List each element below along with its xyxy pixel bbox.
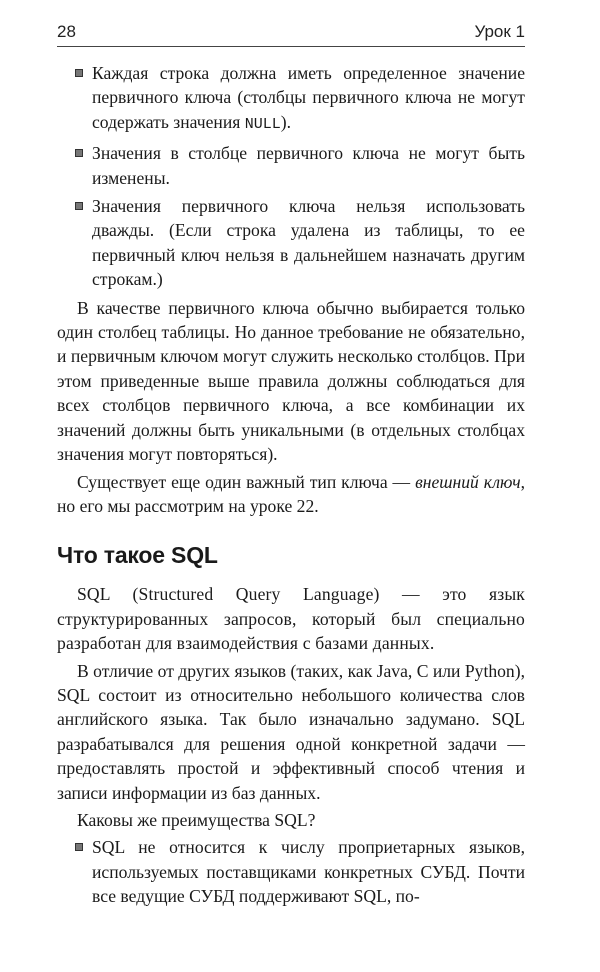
list-item xyxy=(57,835,525,908)
square-bullet-icon xyxy=(75,843,83,851)
list-item xyxy=(57,141,525,190)
code-null: NULL xyxy=(244,115,281,133)
list-item xyxy=(57,61,525,137)
square-bullet-icon xyxy=(75,149,83,157)
paragraph-text: Существует еще один важный тип ключа — xyxy=(77,471,416,492)
paragraph-sql-definition: SQL (Structured Query Language) — это язык структурированных запросов, который был специально разработан для взаимодействия с базами данных. xyxy=(57,584,525,654)
sql-advantages-list xyxy=(57,835,525,908)
running-header xyxy=(57,20,525,47)
paragraph-primary-key: В качестве первичного ключа обычно выбирается только один столбец таблицы. Но данное требование не обязательно, и первичным ключом могут служить несколько столбцов. При этом приведенные выше правила должны соблюдаться для всех столбцов первичного ключа, а все комбинации их значений должны быть уникальными (в отдельных столбцах значения могут повторяться). xyxy=(57,297,525,465)
list-item-text-end: ). xyxy=(280,111,292,132)
term-foreign-key: внешний ключ xyxy=(415,471,521,492)
paragraph-sql-design: В отличие от других языков (таких, как Java, C или Python), SQL состоит из относительно небольшого количества слов английского языка. Так было изначально задумано. SQL разрабатывался для решения одной конкретной задачи — предоставлять простой и эффективный способ чтения и записи информации из баз данных. xyxy=(57,660,525,803)
primary-key-rules-list xyxy=(57,61,525,292)
list-item-text: Значения первичного ключа нельзя использовать дважды. (Если строка удалена из таблицы, то ее первичный ключ нельзя в дальнейшем назначать другим строкам.) xyxy=(92,196,525,290)
list-item xyxy=(57,194,525,292)
square-bullet-icon xyxy=(75,202,83,210)
paragraph-text-end: , но его мы рассмотрим на уроке 22. xyxy=(57,471,525,516)
list-item-text: Каждая строка должна иметь определенное значение первичного ключа (столбцы первичного ключа не могут содержать значения xyxy=(92,63,525,132)
paragraph-sql-question: Каковы же преимущества SQL? xyxy=(77,809,316,830)
list-item-text: SQL не относится к числу проприетарных языков, используемых поставщиками конкретных СУБД. Почти все ведущие СУБД поддерживают SQL, по- xyxy=(92,837,525,907)
page-number: 28 xyxy=(57,22,76,41)
paragraph-foreign-key xyxy=(57,470,525,519)
page-content xyxy=(57,61,525,913)
section-heading: Что такое SQL xyxy=(57,542,218,569)
chapter-title: Урок 1 xyxy=(474,22,525,41)
list-item-text: Значения в столбце первичного ключа не могут быть изменены. xyxy=(92,143,525,188)
square-bullet-icon xyxy=(75,69,83,77)
